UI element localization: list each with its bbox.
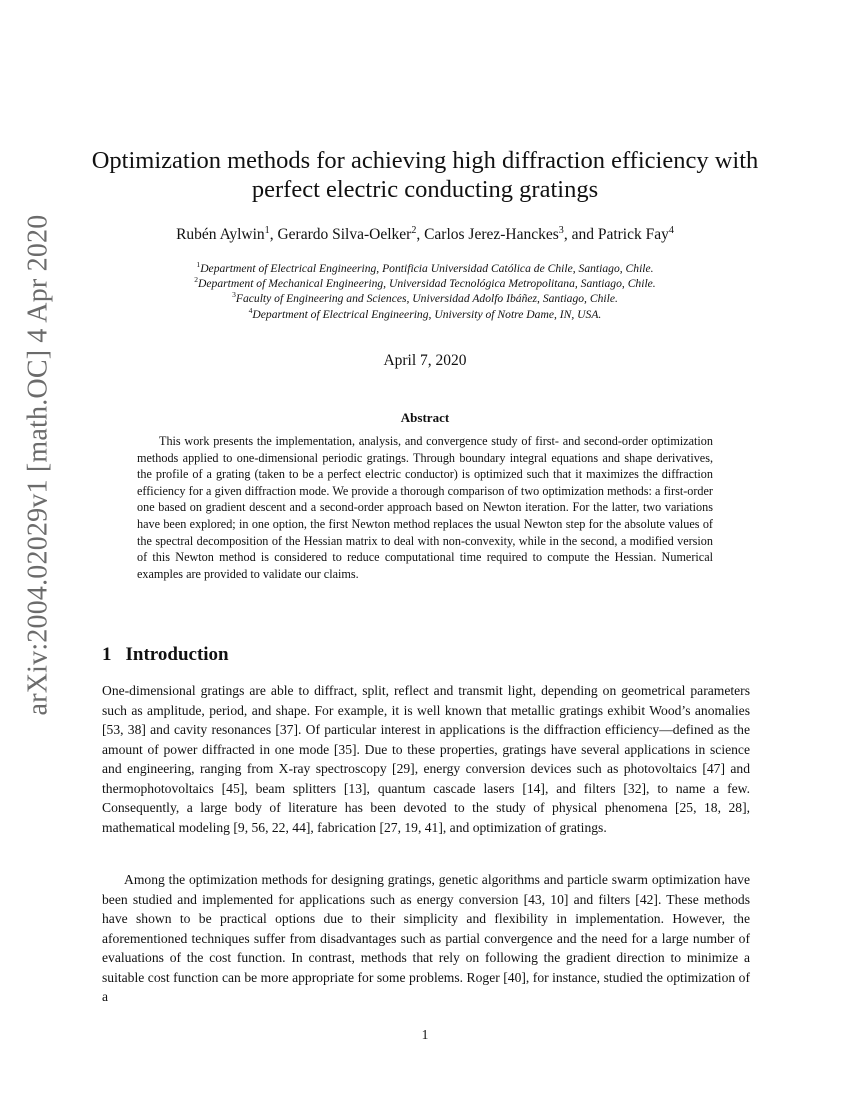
arxiv-stamp (8, 214, 68, 716)
author-name: Patrick Fay (597, 226, 669, 243)
title-line-2: perfect electric conducting gratings (251, 176, 599, 203)
affiliation-mark: 4 (248, 305, 253, 315)
affiliation-line (90, 276, 760, 291)
section-number: 1 (102, 644, 112, 665)
author-mark: 2 (411, 224, 417, 236)
page-number: 1 (421, 1027, 429, 1042)
title-line-1: Optimization methods for achieving high diffraction efficiency with (91, 147, 759, 174)
affiliation-mark: 2 (194, 275, 199, 285)
affiliation-text: Department of Electrical Engineering, Pontificia Universidad Católica de Chile, Santiago, Chile. (200, 262, 654, 275)
affiliation-text: Department of Mechanical Engineering, Universidad Tecnológica Metropolitana, Santiago, Chile. (198, 277, 656, 291)
abstract-text: This work presents the implementation, analysis, and convergence study of first- and second-order optimization methods applied to one-dimensional periodic gratings. Through boundary integral equations and shape derivatives, the profile of a grating (taken to be a perfect electric conductor) is optimized such that it maximizes the diffraction efficiency for a given diffraction mode. We provide a thorough comparison of two optimization methods: a first-order one based on gradient descent and a second-order approach based on Newton iteration. For the latter, two variations have been explored; in one option, the first Newton method replaces the usual Newton step for the absolute values of the spectral decomposition of the Hessian matrix to deal with non-convexity, while in the second, a modified version of this Newton method is considered to reduce computational time required to compute the Hessian. Numerical examples are provided to validate our claims. (137, 434, 713, 581)
body-paragraph: One-dimensional gratings are able to diffract, split, reflect and transmit light, depending on geometrical parameters such as amplitude, period, and shape. For example, it is well known that metallic gratings exhibit Wood’s anomalies [53, 38] and cavity resonances [37]. Of particular interest in applications is the diffraction efficiency—defined as the amount of power diffracted in one mode [35]. Due to these properties, gratings have several applications in science and engineering, ranging from X-ray spectroscopy [29], energy conversion devices such as photovoltaics [47] and thermophotovoltaics [45], beam splitters [13], quantum cascade lasers [14], and filters [32], to name a few. Consequently, a large body of literature has been devoted to the study of physical phenomena [25, 18, 28], mathematical modeling [9, 56, 22, 44], fabrication [27, 19, 41], and optimization of gratings. (102, 683, 750, 835)
affiliation-text: Department of Electrical Engineering, University of Notre Dame, IN, USA. (252, 307, 602, 321)
affiliation-line (90, 261, 760, 276)
author-mark: 1 (264, 224, 270, 236)
author-separator: , (416, 226, 425, 243)
author-separator: , and (563, 226, 598, 243)
paper-title (90, 146, 760, 204)
author-name: Carlos Jerez-Hanckes (424, 226, 559, 243)
author-mark: 3 (558, 224, 564, 236)
affiliation-mark: 1 (196, 260, 201, 270)
author-name: Gerardo Silva-Oelker (277, 226, 412, 243)
affiliation-text: Faculty of Engineering and Sciences, Universidad Adolfo Ibáñez, Santiago, Chile. (235, 292, 618, 306)
affiliation-mark: 3 (232, 290, 236, 300)
affiliation-list (90, 261, 760, 322)
affiliation-line (90, 291, 760, 306)
abstract-heading: Abstract (400, 410, 450, 425)
author-mark: 4 (668, 224, 674, 236)
body-paragraph: Among the optimization methods for designing gratings, genetic algorithms and particle swarm optimization have been studied and implemented for applications such as energy conversion [43, 10] and filters [42]. These methods have shown to be practical options due to their simplicity and flexibility in implementation. However, the aforementioned techniques suffer from disadvantages such as partial convergence and the need for a large number of evaluations of the cost function. In contrast, methods that rely on following the gradient direction to minimize a suitable cost function can be more appropriate for some problems. Roger [40], for instance, studied the optimization of a (102, 872, 750, 1004)
author-list (90, 226, 760, 244)
author-separator: , (269, 226, 278, 243)
section-heading (102, 644, 229, 666)
paper-date: April 7, 2020 (383, 352, 467, 369)
arxiv-id: arXiv:2004.02029v1 [math.OC] 4 Apr 2020 (22, 214, 53, 716)
affiliation-line (90, 307, 760, 322)
section-title: Introduction (125, 644, 229, 665)
author-name: Rubén Aylwin (176, 226, 265, 243)
